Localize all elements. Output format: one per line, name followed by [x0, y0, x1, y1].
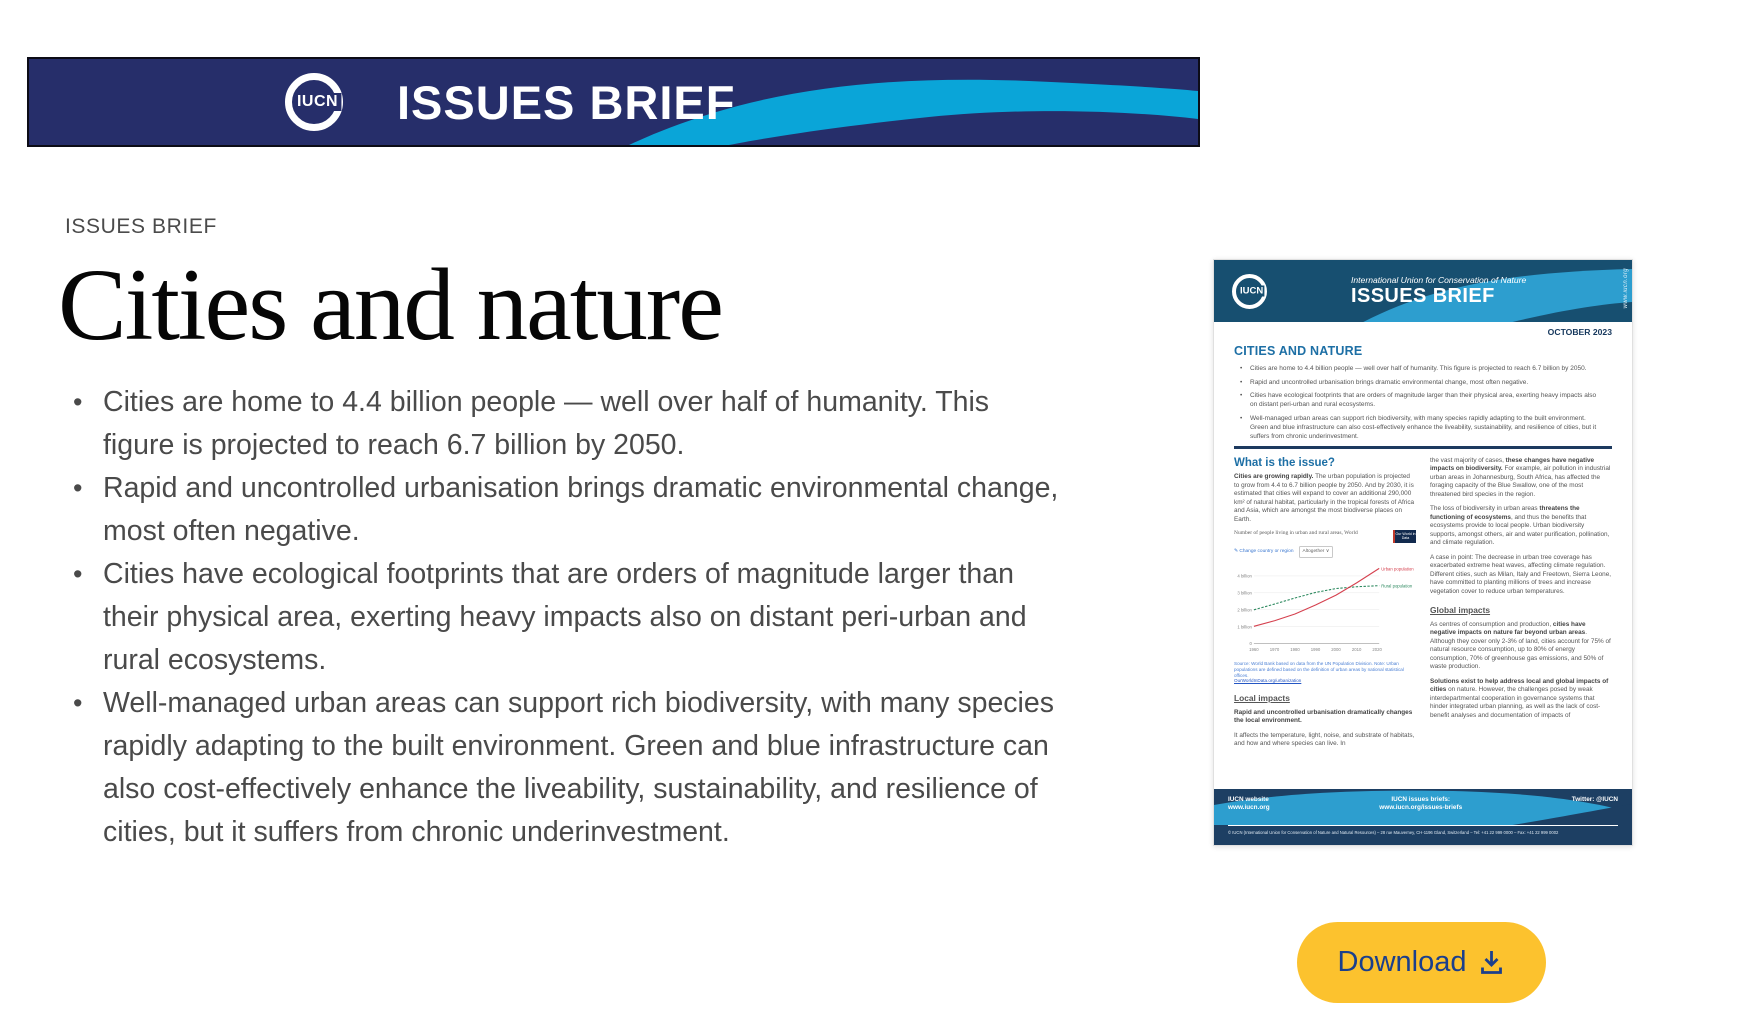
- download-icon: [1478, 949, 1505, 976]
- pdf-preview-thumbnail[interactable]: [1213, 259, 1633, 846]
- pdf-bullet: • Well-managed urban areas can support rich biodiversity, with many species rapidly adapting to the built environment. Green and blue infrastructure can also cost-effectively enhance the liveability, sustainability, and resilience of cities, but it suffers from chronic underinvestment.: [1234, 414, 1597, 441]
- svg-text:1990: 1990: [1310, 646, 1321, 652]
- svg-text:2020: 2020: [1372, 646, 1382, 652]
- svg-text:4 billion: 4 billion: [1237, 573, 1252, 579]
- pdf-right-column: the vast majority of cases, these changes have negative impacts on biodiversity. For example, air pollution in industrial urban areas in Johannesburg, South Africa, has affected the foraging capacity of the Blue Swallow, one of the most threatened bird species in the region. The loss of biodiversity in urban areas threatens the functioning of ecosystems, and thus the benefits that ecosystems provide to local people. Urban biodiversity supports, amongst others, air and water purification, pollination, and climate regulation. A case in point: The decrease in urban tree coverage has exacerbated extreme heat waves, affecting climate regulation. Different cities, such as Milan, Italy and Freetown, Sierra Leone, have committed to planting millions of trees and increase vegetation cover to reduce urban temperatures. Global impacts As centres of consumption and production, cities have negative impacts on nature far beyond urban areas. Although they cover only 2-3% of land, cities account for 75% of natural resource consumption, up to 80% of energy consumption, 70% of greenhouse gas emissions, and 50% of waste production. Solutions exist to help address local and global impacts of cities on nature. However, the challenges posed by weak interdepartmental cooperation in governance systems that hinder integrated urban planning, as well as the lack of cost-benefit analyses and documentation of impacts of: [1430, 456, 1612, 719]
- svg-text:3 billion: 3 billion: [1237, 590, 1252, 596]
- pdf-footer-twitter: Twitter: @IUCN: [1571, 796, 1618, 803]
- page-title: Cities and nature: [58, 248, 722, 362]
- pdf-local-para: It affects the temperature, light, noise, and substrate of habitats, and how and where species can live. In: [1234, 731, 1415, 748]
- iucn-logo-icon: [1232, 274, 1267, 309]
- svg-text:Rural population: Rural population: [1381, 582, 1413, 588]
- svg-text:2000: 2000: [1331, 646, 1341, 652]
- pdf-bullet: • Cities have ecological footprints that are orders of magnitude larger than their physical area, exerting heavy impacts also on distant peri-urban and rural ecosystems.: [1234, 391, 1597, 409]
- svg-text:1 billion: 1 billion: [1237, 623, 1252, 629]
- chart-title: Number of people living in urban and rural areas, World: [1234, 530, 1358, 536]
- pdf-header: [1214, 260, 1632, 322]
- pdf-org-line: International Union for Conservation of Nature: [1351, 274, 1527, 285]
- pdf-local-impacts-heading: Local impacts: [1234, 693, 1290, 704]
- svg-text:1980: 1980: [1290, 646, 1300, 652]
- pdf-divider: [1234, 446, 1612, 449]
- pdf-body: [1214, 322, 1632, 755]
- download-button-label: Download: [1337, 946, 1467, 978]
- issues-brief-banner: [27, 57, 1200, 147]
- brief-bullet: • Well-managed urban areas can support rich biodiversity, with many species rapidly adapting to the built environment. Green and blue infrastructure can also cost-effectively enhance the liveability, sustainability, and resilience of cities, but it suffers from chronic underinvestment.: [70, 682, 1060, 854]
- svg-text:2 billion: 2 billion: [1237, 607, 1252, 613]
- owid-logo: Our World in Data: [1393, 530, 1416, 543]
- brief-bullet: • Cities are home to 4.4 billion people — well over half of humanity. This figure is projected to reach 6.7 billion by 2050.: [70, 381, 1060, 467]
- edit-icon: ✎: [1234, 548, 1239, 554]
- pdf-bullet-list: [1234, 364, 1612, 441]
- svg-text:2010: 2010: [1351, 646, 1362, 652]
- chart-change-region-link: ✎ Change country or region: [1234, 548, 1294, 554]
- pdf-footer-copyright: © IUCN (International Union for Conservation of Nature and Natural Resources) – 28 rue Mauverney, CH-1196 Gland, Switzerland – Tel: +41 22 999 0000 – Fax: +41 22 999 0002: [1228, 830, 1559, 835]
- svg-text:0: 0: [1249, 640, 1252, 646]
- pdf-issue-heading: What is the issue?: [1234, 456, 1335, 469]
- brief-bullet: • Cities have ecological footprints that are orders of magnitude larger than their physical area, exerting heavy impacts also on distant peri-urban and rural ecosystems.: [70, 553, 1060, 682]
- banner-title: ISSUES BRIEF: [397, 75, 736, 129]
- svg-text:1960: 1960: [1249, 646, 1259, 652]
- pdf-footer-briefs: IUCN issues briefs: www.iucn.org/issues-briefs: [1379, 796, 1463, 811]
- pdf-local-lead: Rapid and uncontrolled urbanisation dramatically changes the local environment.: [1234, 708, 1413, 725]
- pdf-footer-divider: [1228, 825, 1618, 826]
- chart-dropdown: Altogether ∨: [1299, 546, 1334, 558]
- pdf-vertical-url: www.iucn.org: [1623, 268, 1629, 309]
- brief-bullet: • Rapid and uncontrolled urbanisation brings dramatic environmental change, most often negative.: [70, 467, 1060, 553]
- brief-bullet-list: [70, 381, 1060, 854]
- download-button[interactable]: [1297, 922, 1546, 1003]
- chart-source-note: Source: World Bank based on data from the UN Population Division. Note: Urban populations are defined based on the definition of urban areas by national statistical offices. OurWorldInData.org/urbanization: [1234, 660, 1404, 684]
- pdf-bullet: • Cities are home to 4.4 billion people — well over half of humanity. This figure is projected to reach 6.7 billion by 2050.: [1234, 364, 1597, 373]
- population-line-chart: [1234, 560, 1416, 659]
- svg-text:Urban population: Urban population: [1381, 565, 1414, 571]
- pdf-title: CITIES AND NATURE: [1234, 344, 1363, 358]
- pdf-intro-rest: The urban population is projected to grow from 4.4 to 6.7 billion people by 2050. And by 2030, it is estimated that cities will expand to cover an additional 290,000 km² of natural habitat, particularly in the tropical forests of Africa and Asia, which are amongst the most biodiverse places on Earth.: [1234, 473, 1415, 523]
- pdf-global-impacts-heading: Global impacts: [1430, 605, 1491, 615]
- iucn-logo-icon: [285, 73, 343, 131]
- pdf-left-column: [1234, 457, 1416, 755]
- iucn-logo-text: IUCN: [294, 93, 341, 111]
- pdf-footer-website: IUCN website www.iucn.org: [1228, 796, 1270, 811]
- chart-source-link: OurWorldInData.org/urbanization: [1234, 678, 1302, 684]
- pdf-date: OCTOBER 2023: [1547, 327, 1612, 337]
- pdf-intro-lead: Cities are growing rapidly.: [1234, 473, 1314, 480]
- iucn-logo-text: IUCN: [1240, 285, 1264, 297]
- pdf-footer: [1214, 789, 1632, 845]
- breadcrumb-eyebrow: ISSUES BRIEF: [65, 215, 217, 238]
- svg-text:1970: 1970: [1269, 646, 1280, 652]
- pdf-bullet: • Rapid and uncontrolled urbanisation brings dramatic environmental change, most often negative.: [1234, 378, 1597, 387]
- pdf-brief-title: ISSUES BRIEF: [1351, 284, 1495, 307]
- owid-chart: [1234, 530, 1416, 684]
